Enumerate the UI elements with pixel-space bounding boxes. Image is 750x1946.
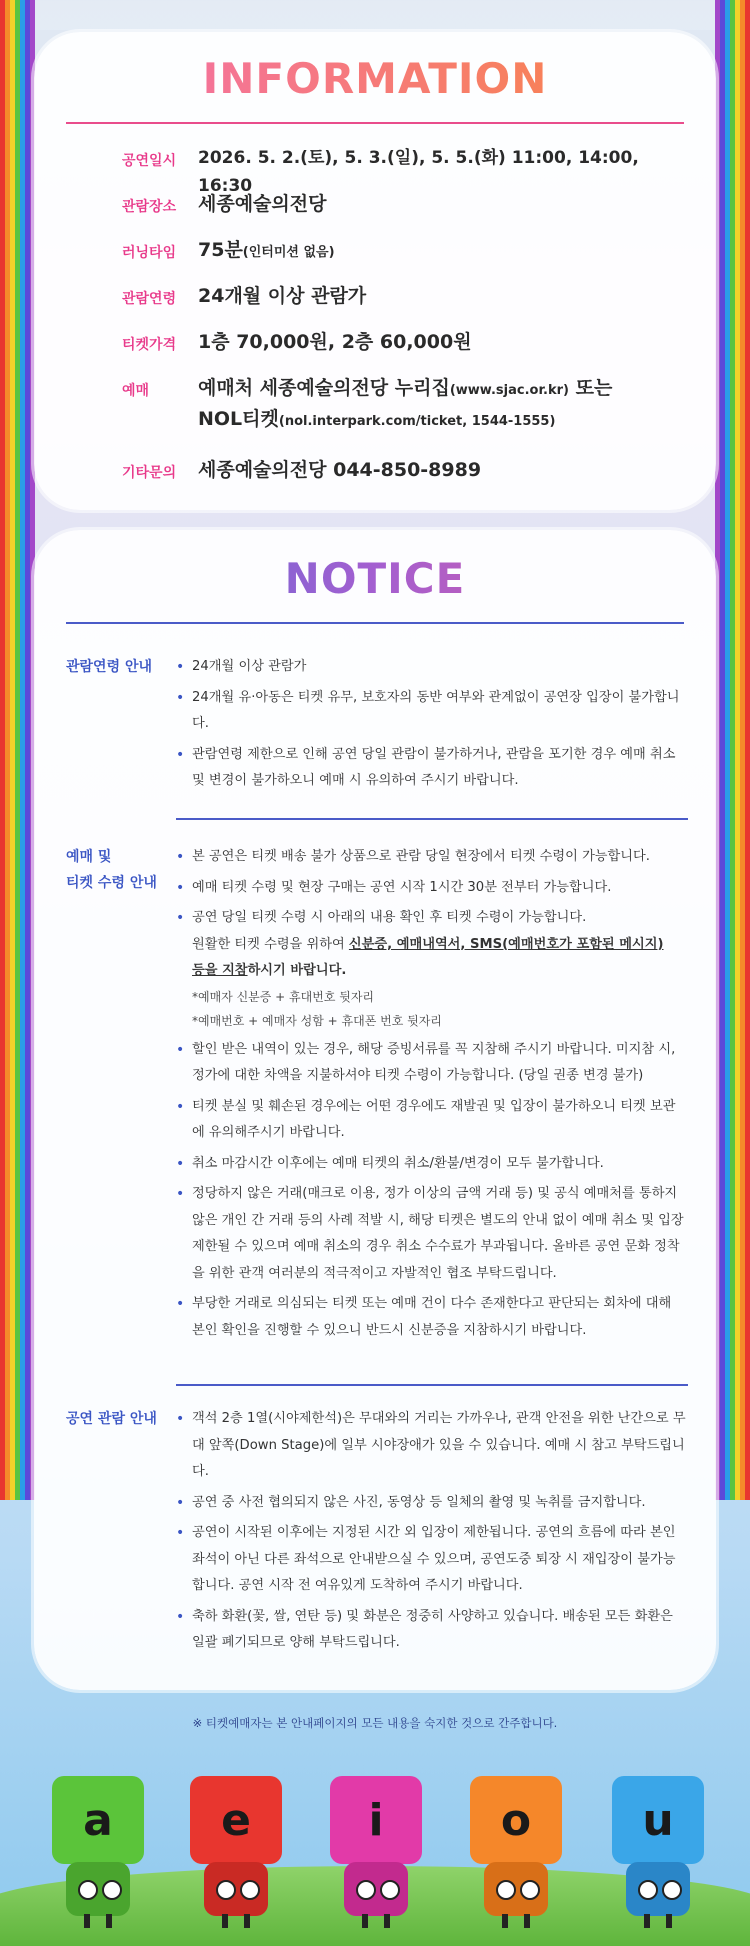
notice-title: NOTICE [34, 530, 716, 606]
leg [502, 1914, 508, 1928]
booking-url[interactable]: (www.sjac.or.kr) [449, 383, 569, 398]
list-item: • 취소 마감시간 이후에는 예매 티켓의 취소/환불/변경이 모두 불가합니다. [176, 1151, 688, 1178]
character-a [52, 1776, 144, 1926]
info-label: 예매 [122, 383, 150, 399]
info-value: 24개월 이상 관람가 [198, 285, 367, 307]
character-letter: u [612, 1776, 704, 1864]
list-item: • 관람연령 제한으로 인해 공연 당일 관람이 불가하거나, 관람을 포기한 경우 예매 취소 및 변경이 불가하오니 예매 시 유의하여 주시기 바랍니다. [176, 742, 688, 795]
list-item: • 할인 받은 내역이 있는 경우, 해당 증빙서류를 꼭 지참해 주시기 바랍니다. 미지참 시, 정가에 대한 차액을 지불하셔야 티켓 수령이 가능합니다. (당일 권종 변경 불가) [176, 1037, 688, 1090]
info-value: 세종예술의전당 [198, 193, 327, 215]
item-emphasis: 신분증, 예매내역서, SMS(예매번호가 포함된 메시지) [348, 936, 664, 952]
eye-icon [240, 1880, 260, 1900]
list-item: • 티켓 분실 및 훼손된 경우에는 어떤 경우에도 재발권 및 입장이 불가하오니 티켓 보관에 유의해주시기 바랍니다. [176, 1094, 688, 1147]
leg [106, 1914, 112, 1928]
leg [362, 1914, 368, 1928]
booking-or: 또는 [568, 377, 613, 399]
item-emphasis: 등을 지참 [192, 963, 248, 978]
leg [244, 1914, 250, 1928]
info-value: 1층 70,000원, 2층 60,000원 [198, 331, 472, 353]
eye-icon [662, 1880, 682, 1900]
item-text: 하시기 바랍니다. [247, 963, 347, 978]
info-label: 관람연령 [122, 291, 177, 307]
info-value: 2026. 5. 2.(토), 5. 3.(일), 5. 5.(화) 11:00, 14:00, 16:30 [198, 148, 639, 196]
character-letter: e [190, 1776, 282, 1864]
list-item: • 예매 티켓 수령 및 현장 구매는 공연 시작 1시간 30분 전부터 가능합니다. [176, 875, 688, 902]
runtime-value: 75분 [198, 239, 243, 261]
label-line: 티켓 수령 안내 [66, 875, 157, 891]
eye-icon [496, 1880, 516, 1900]
section-divider [176, 1384, 688, 1386]
eye-icon [102, 1880, 122, 1900]
info-label: 기타문의 [122, 465, 177, 481]
eye-icon [356, 1880, 376, 1900]
notice-rule [66, 622, 684, 624]
eye-icon [78, 1880, 98, 1900]
info-value: 세종예술의전당 044-850-8989 [198, 459, 482, 481]
notice-section-label: 관람연령 안내 [66, 659, 153, 675]
booking-nol-url[interactable]: (nol.interpark.com/ticket, 1544-1555) [278, 414, 556, 429]
character-scene [0, 1730, 750, 1946]
character-letter: a [52, 1776, 144, 1864]
booking-site: 예매처 세종예술의전당 누리집 [198, 377, 450, 399]
item-text: 공연 당일 티켓 수령 시 아래의 내용 확인 후 티켓 수령이 가능합니다. [192, 910, 587, 925]
sky-top [0, 0, 750, 30]
leg [666, 1914, 672, 1928]
list-item: • 본 공연은 티켓 배송 불가 상품으로 관람 당일 현장에서 티켓 수령이 가능합니다. [176, 844, 688, 871]
item-text: 원활한 티켓 수령을 위하여 [192, 936, 349, 952]
information-rule [66, 122, 684, 124]
info-value [198, 236, 698, 267]
info-value [198, 374, 698, 436]
list-item: • 객석 2층 1열(시야제한석)은 무대와의 거리는 가까우나, 관객 안전을 위한 난간으로 무대 앞쪽(Down Stage)에 일부 시야장애가 있을 수 있습니다. 예매 시 참고 부탁드립니다. [176, 1406, 688, 1486]
runtime-note: (인터미션 없음) [242, 245, 335, 260]
character-u [612, 1776, 704, 1926]
information-card [34, 32, 716, 510]
character-e [190, 1776, 282, 1926]
item-subnote: *예매자 신분증 + 휴대번호 뒷자리 [192, 989, 375, 1004]
notice-list [176, 1406, 688, 1661]
notice-section-label: 공연 관람 안내 [66, 1411, 157, 1427]
character-letter: i [330, 1776, 422, 1864]
footnote: ※ 티켓예매자는 본 안내페이지의 모든 내용을 숙지한 것으로 간주합니다. [192, 1716, 558, 1730]
list-item: • 공연이 시작된 이후에는 지정된 시간 외 입장이 제한됩니다. 공연의 흐름에 따라 본인 좌석이 아닌 다른 좌석으로 안내받으실 수 있으며, 공연도중 퇴장 시 재입장이 불가능합니다. 공연 시작 전 여유있게 도착하여 주시기 바랍니다. [176, 1520, 688, 1600]
rainbow-right [710, 0, 750, 1500]
list-item: • 공연 중 사전 협의되지 않은 사진, 동영상 등 일체의 촬영 및 녹취를 금지합니다. [176, 1490, 688, 1517]
label-line: 예매 및 [66, 849, 112, 865]
character-letter: o [470, 1776, 562, 1864]
information-title: INFORMATION [34, 32, 716, 106]
list-item: • 24개월 이상 관람가 [176, 654, 688, 681]
list-item: • 부당한 거래로 의심되는 티켓 또는 예매 건이 다수 존재한다고 판단되는 회차에 대해 본인 확인을 진행할 수 있으니 반드시 신분증을 지참하시기 바랍니다. [176, 1291, 688, 1344]
item-subnote: *예매번호 + 예매자 성함 + 휴대폰 번호 뒷자리 [192, 1013, 442, 1028]
booking-nol: NOL티켓 [198, 408, 279, 430]
list-item [176, 905, 688, 1033]
leg [524, 1914, 530, 1928]
notice-section-label [66, 844, 166, 896]
character-o [470, 1776, 562, 1926]
info-label: 티켓가격 [122, 337, 177, 353]
list-item: • 축하 화환(꽃, 쌀, 연탄 등) 및 화분은 정중히 사양하고 있습니다. 배송된 모든 화환은 일괄 폐기되므로 양해 부탁드립니다. [176, 1604, 688, 1657]
info-label: 공연일시 [122, 153, 177, 169]
notice-card [34, 530, 716, 1690]
eye-icon [216, 1880, 236, 1900]
list-item: • 정당하지 않은 거래(매크로 이용, 정가 이상의 금액 거래 등) 및 공식 예매처를 통하지 않은 개인 간 거래 등의 사례 적발 시, 해당 티켓은 별도의 안내 없이 예매 취소 및 입장 제한될 수 있으며 예매 취소의 경우 취소 수수료가 부과됩니다. 올바른 공연 문화 정착을 위한 관객 여러분의 적극적이고 자발적인 협조 부탁드립니다. [176, 1181, 688, 1287]
leg [222, 1914, 228, 1928]
character-i [330, 1776, 422, 1926]
list-item: • 24개월 유·아동은 티켓 유무, 보호자의 동반 여부와 관계없이 공연장 입장이 불가합니다. [176, 685, 688, 738]
notice-list [176, 654, 688, 799]
eye-icon [520, 1880, 540, 1900]
leg [384, 1914, 390, 1928]
eye-icon [638, 1880, 658, 1900]
notice-list [176, 844, 688, 1348]
leg [644, 1914, 650, 1928]
info-label: 관람장소 [122, 199, 177, 215]
leg [84, 1914, 90, 1928]
section-divider [176, 818, 688, 820]
eye-icon [380, 1880, 400, 1900]
info-label: 러닝타임 [122, 245, 177, 261]
